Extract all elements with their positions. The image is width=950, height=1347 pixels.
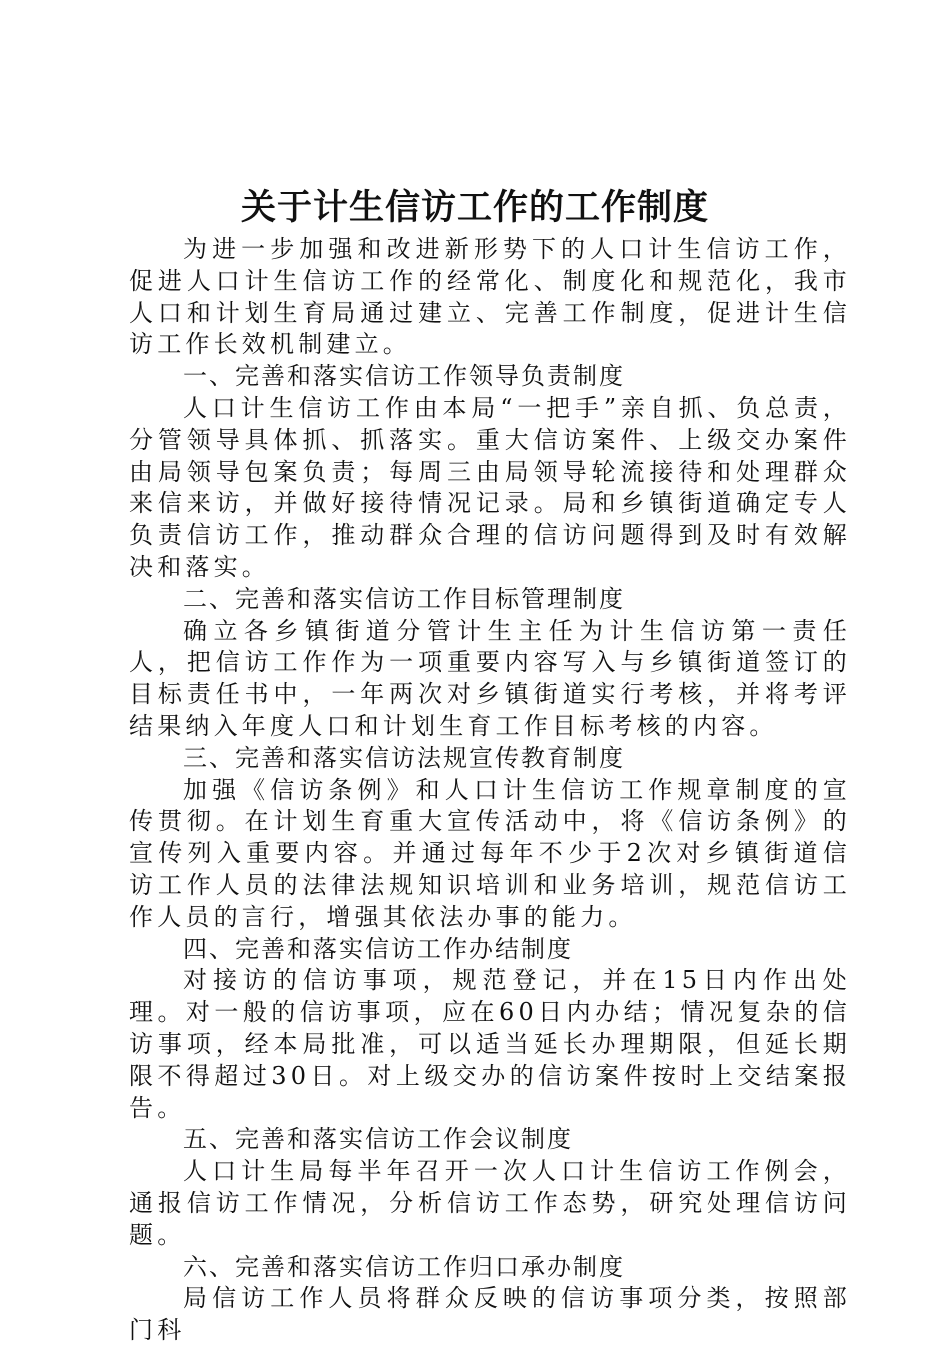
section-6-text: 局信访工作人员将群众反映的信访事项分类，按照部门科 — [129, 1284, 851, 1345]
section-1-text: 人口计生信访工作由本局“一把手”亲自抓、负总责，分管领导具体抓、抓落实。重大信访案件、上级交办案件由局领导包案负责；每周三由局领导轮流接待和处理群众来信来访，并做好接待情况记录。局和乡镇街道确定专人负责信访工作，推动群众合理的信访问题得到及时有效解决和落实。 — [129, 393, 851, 581]
section-3-heading: 三、完善和落实信访法规宣传教育制度 — [183, 743, 625, 772]
section-3-text: 加强《信访条例》和人口计生信访工作规章制度的宣传贯彻。在计划生育重大宣传活动中，将《信访条例》的宣传列入重要内容。并通过每年不少于2次对乡镇街道信访工作人员的法律法规知识培训和业务培训，规范信访工作人员的言行，增强其依法办事的能力。 — [129, 775, 851, 931]
section-4-heading: 四、完善和落实信访工作办结制度 — [183, 934, 573, 963]
section-5-heading: 五、完善和落实信访工作会议制度 — [183, 1125, 573, 1154]
document-title: 关于计生信访工作的工作制度 — [240, 188, 709, 228]
section-1-heading: 一、完善和落实信访工作领导负责制度 — [183, 362, 625, 391]
section-2-heading: 二、完善和落实信访工作目标管理制度 — [183, 584, 625, 613]
section-6-heading: 六、完善和落实信访工作归口承办制度 — [183, 1252, 625, 1281]
intro-paragraph: 为进一步加强和改进新形势下的人口计生信访工作，促进人口计生信访工作的经常化、制度化和规范化，我市人口和计划生育局通过建立、完善工作制度，促进计生信访工作长效机制建立。 — [129, 235, 851, 359]
section-4-text: 对接访的信访事项，规范登记，并在15日内作出处理。对一般的信访事项，应在60日内办结；情况复杂的信访事项，经本局批准，可以适当延长办理期限，但延长期限不得超过30日。对上级交办的信访案件按时上交结案报告。 — [129, 966, 851, 1122]
document-body — [129, 234, 851, 1347]
section-2-text: 确立各乡镇街道分管计生主任为计生信访第一责任人，把信访工作作为一项重要内容写入与乡镇街道签订的目标责任书中，一年两次对乡镇街道实行考核，并将考评结果纳入年度人口和计划生育工作目标考核的内容。 — [129, 616, 851, 740]
section-5-text: 人口计生局每半年召开一次人口计生信访工作例会，通报信访工作情况，分析信访工作态势，研究处理信访问题。 — [129, 1157, 851, 1249]
